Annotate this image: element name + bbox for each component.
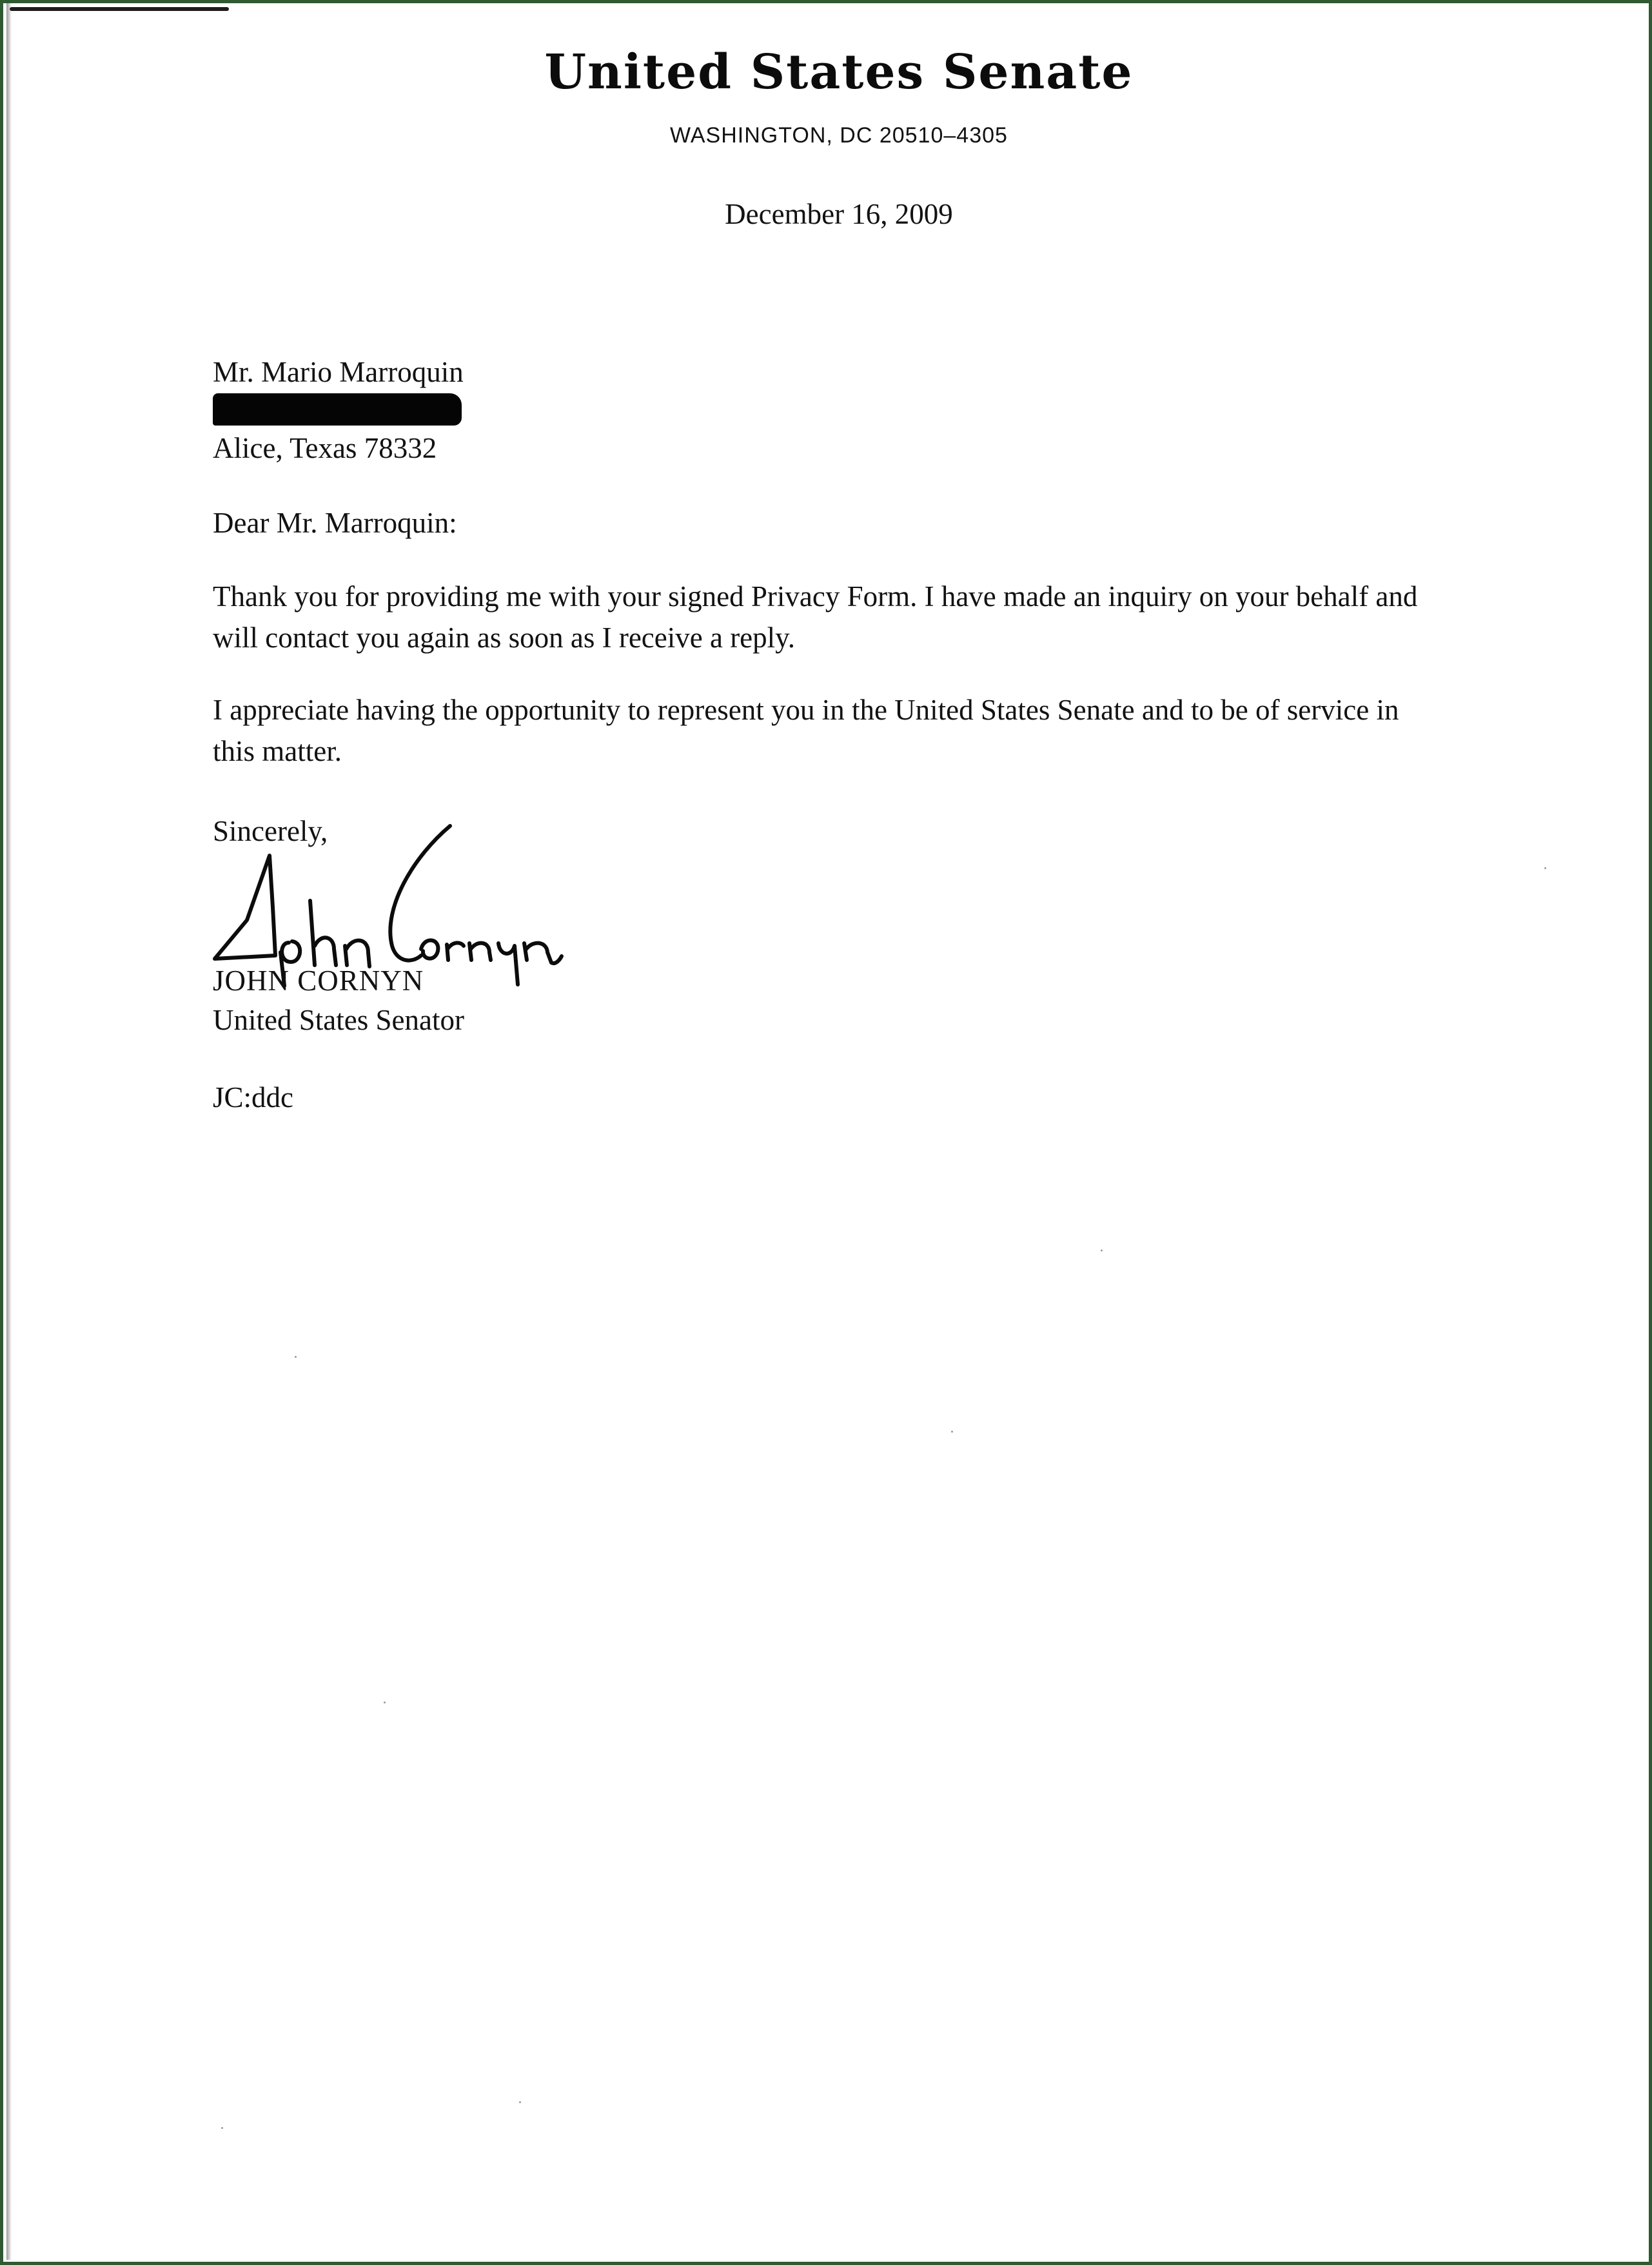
scan-speck (519, 2101, 521, 2103)
signer-title: United States Senator (213, 1004, 464, 1036)
letter-date: December 16, 2009 (725, 198, 953, 230)
recipient-city-line: Alice, Texas 78332 (213, 432, 437, 464)
closing: Sincerely, (213, 815, 328, 847)
letterhead-title: United States Senate (544, 44, 1134, 100)
body-paragraph-1: Thank you for providing me with your signed Privacy Form. I have made an inquiry on your behalf and will contact you again as soon as I receive a reply. (213, 580, 1418, 654)
scan-corner-mark (10, 7, 229, 11)
body-paragraph-2: I appreciate having the opportunity to represent you in the United States Senate and to be of service in this matter. (213, 694, 1399, 767)
scan-speck (951, 1431, 953, 1433)
scan-speck (1101, 1250, 1103, 1251)
scan-speck (1544, 867, 1546, 869)
reference-initials: JC:ddc (213, 1081, 294, 1113)
signer-name: JOHN CORNYN (213, 965, 424, 997)
letterhead-address: WASHINGTON, DC 20510–4305 (670, 123, 1008, 148)
salutation: Dear Mr. Marroquin: (213, 507, 457, 539)
redacted-street-address (213, 393, 462, 426)
scan-speck (295, 1356, 297, 1358)
recipient-name: Mr. Mario Marroquin (213, 356, 464, 388)
scan-speck (384, 1701, 386, 1703)
scan-edge-shadow (6, 3, 12, 2260)
scan-speck (221, 2127, 223, 2129)
